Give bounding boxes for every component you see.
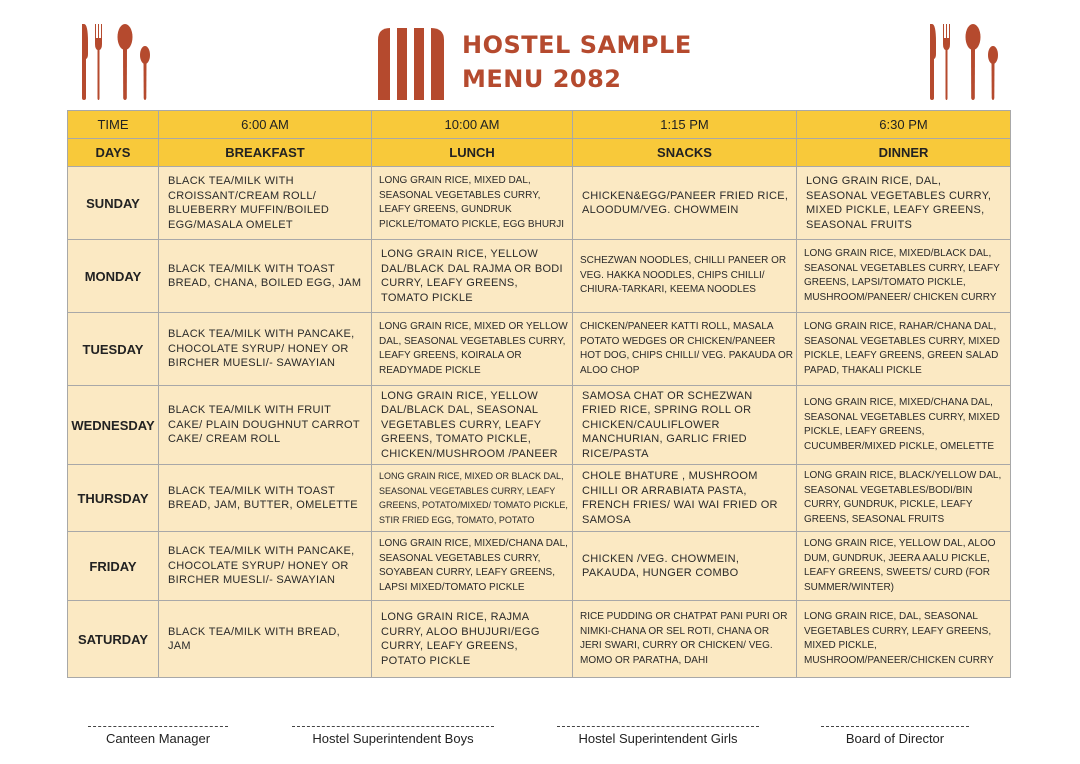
breakfast-cell: BLACK TEA/MILK WITH BREAD, JAM — [159, 601, 372, 678]
dinner-cell: LONG GRAIN RICE, DAL, SEASONAL VEGETABLES CURRY, MIXED PICKLE, LEAFY GREENS, SEASONAL FRUITS — [797, 167, 1011, 240]
signature-superintendent-girls — [548, 718, 768, 746]
snacks-cell: CHOLE BHATURE , MUSHROOM CHILLI OR ARRABIATA PASTA, FRENCH FRIES/ WAI WAI FRIED OR SAMOSA — [573, 465, 797, 532]
lunch-cell: LONG GRAIN RICE, YELLOW DAL/BLACK DAL, SEASONAL VEGETABLES CURRY, LEAFY GREENS, TOMATO PICKLE, CHICKEN/MUSHROOM /PANEER — [372, 386, 573, 465]
signature-line — [88, 718, 228, 727]
table-row — [68, 601, 1011, 678]
day-cell: TUESDAY — [68, 313, 159, 386]
signature-label: Hostel Superintendent Boys — [312, 731, 474, 746]
breakfast-cell: BLACK TEA/MILK WITH PANCAKE, CHOCOLATE SYRUP/ HONEY OR BIRCHER MUESLI/- SAWAYIAN — [159, 313, 372, 386]
dinner-cell: LONG GRAIN RICE, MIXED/BLACK DAL, SEASONAL VEGETABLES CURRY, LEAFY GREENS, LAPSI/TOMATO PICKLE, MUSHROOM/PANEER/ CHICKEN CURRY — [797, 240, 1011, 313]
snacks-header: SNACKS — [573, 139, 797, 167]
snacks-cell: CHICKEN/PANEER KATTI ROLL, MASALA POTATO WEDGES OR CHICKEN/PANEER HOT DOG, CHIPS CHILLI/ VEG. PAKAUDA OR ALOO CHOP — [573, 313, 797, 386]
lunch-header: LUNCH — [372, 139, 573, 167]
signature-label: Canteen Manager — [105, 731, 211, 746]
signature-line — [821, 718, 969, 727]
time-breakfast: 6:00 AM — [159, 111, 372, 139]
header-row — [68, 139, 1011, 167]
dinner-cell: LONG GRAIN RICE, RAHAR/CHANA DAL, SEASONAL VEGETABLES CURRY, MIXED PICKLE, LEAFY GREENS, GREEN SALAD PAPAD, THAKALI PICKLE — [797, 313, 1011, 386]
signature-label: Board of Director — [845, 731, 945, 746]
title-line-1: HOSTEL SAMPLE — [462, 31, 692, 59]
signature-line — [292, 718, 494, 727]
snacks-cell: CHICKEN&EGG/PANEER FRIED RICE, ALOODUM/VEG. CHOWMEIN — [573, 167, 797, 240]
dinner-cell: LONG GRAIN RICE, DAL, SEASONAL VEGETABLES CURRY, LEAFY GREENS, MIXED PICKLE, MUSHROOM/PANEER/CHICKEN CURRY — [797, 601, 1011, 678]
dinner-header: DINNER — [797, 139, 1011, 167]
menu-title — [462, 28, 692, 96]
lunch-cell: LONG GRAIN RICE, MIXED OR YELLOW DAL, SEASONAL VEGETABLES CURRY, LEAFY GREENS, KOIRALA OR READYMADE PICKLE — [372, 313, 573, 386]
snacks-cell: RICE PUDDING OR CHATPAT PANI PURI OR NIMKI-CHANA OR SEL ROTI, CHANA OR JERI SWARI, CURRY OR CHICKEN/ VEG. MOMO OR PARATHA, DAHI — [573, 601, 797, 678]
logo-icon — [378, 28, 444, 100]
signature-board-of-director — [815, 718, 975, 746]
lunch-cell: LONG GRAIN RICE, MIXED DAL, SEASONAL VEGETABLES CURRY, LEAFY GREENS, GUNDRUK PICKLE/TOMATO PICKLE, EGG BHURJI — [372, 167, 573, 240]
lunch-cell: LONG GRAIN RICE, MIXED OR BLACK DAL, SEASONAL VEGETABLES CURRY, LEAFY GREENS, POTATO/MIXED/ TOMATO PICKLE, STIR FRIED EGG, TOMATO, POTATO — [372, 465, 573, 532]
table-row — [68, 386, 1011, 465]
signature-line — [557, 718, 759, 727]
day-cell: WEDNESDAY — [68, 386, 159, 465]
table-row — [68, 240, 1011, 313]
time-snacks: 1:15 PM — [573, 111, 797, 139]
breakfast-cell: BLACK TEA/MILK WITH TOAST BREAD, CHANA, BOILED EGG, JAM — [159, 240, 372, 313]
breakfast-cell: BLACK TEA/MILK WITH FRUIT CAKE/ PLAIN DOUGHNUT CARROT CAKE/ CREAM ROLL — [159, 386, 372, 465]
day-cell: FRIDAY — [68, 532, 159, 601]
day-cell: SUNDAY — [68, 167, 159, 240]
day-cell: MONDAY — [68, 240, 159, 313]
breakfast-cell: BLACK TEA/MILK WITH TOAST BREAD, JAM, BUTTER, OMELETTE — [159, 465, 372, 532]
lunch-cell: LONG GRAIN RICE, MIXED/CHANA DAL, SEASONAL VEGETABLES CURRY, SOYABEAN CURRY, LEAFY GREENS, LAPSI MIXED/TOMATO PICKLE — [372, 532, 573, 601]
days-header: DAYS — [68, 139, 159, 167]
lunch-cell: LONG GRAIN RICE, RAJMA CURRY, ALOO BHUJURI/EGG CURRY, LEAFY GREENS, POTATO PICKLE — [372, 601, 573, 678]
dinner-cell: LONG GRAIN RICE, MIXED/CHANA DAL, SEASONAL VEGETABLES CURRY, MIXED PICKLE, LEAFY GREENS, CUCUMBER/MIXED PICKLE, OMELETTE — [797, 386, 1011, 465]
day-cell: THURSDAY — [68, 465, 159, 532]
snacks-cell: SAMOSA CHAT OR SCHEZWAN FRIED RICE, SPRING ROLL OR CHICKEN/CAULIFLOWER MANCHURIAN, GARLIC FRIED RICE/PASTA — [573, 386, 797, 465]
table-row — [68, 313, 1011, 386]
day-cell: SATURDAY — [68, 601, 159, 678]
table-row — [68, 465, 1011, 532]
menu-table — [67, 110, 1011, 678]
title-line-2: MENU 2082 — [462, 65, 622, 93]
breakfast-header: BREAKFAST — [159, 139, 372, 167]
table-row — [68, 167, 1011, 240]
time-lunch: 10:00 AM — [372, 111, 573, 139]
snacks-cell: CHICKEN /VEG. CHOWMEIN, PAKAUDA, HUNGER COMBO — [573, 532, 797, 601]
time-row — [68, 111, 1011, 139]
dinner-cell: LONG GRAIN RICE, BLACK/YELLOW DAL, SEASONAL VEGETABLES/BODI/BIN CURRY, GUNDRUK, PICKLE, LEAFY GREENS, SEASONAL FRUITS — [797, 465, 1011, 532]
signature-label: Hostel Superintendent Girls — [578, 731, 738, 746]
table-row — [68, 532, 1011, 601]
snacks-cell: SCHEZWAN NOODLES, CHILLI PANEER OR VEG. HAKKA NOODLES, CHIPS CHILLI/ CHIURA-TARKARI, KEEMA NOODLES — [573, 240, 797, 313]
signature-canteen-manager — [83, 718, 233, 746]
breakfast-cell: BLACK TEA/MILK WITH CROISSANT/CREAM ROLL/ BLUEBERRY MUFFIN/BOILED EGG/MASALA OMELET — [159, 167, 372, 240]
cutlery-icon — [926, 22, 1006, 102]
lunch-cell: LONG GRAIN RICE, YELLOW DAL/BLACK DAL RAJMA OR BODI CURRY, LEAFY GREENS, TOMATO PICKLE — [372, 240, 573, 313]
cutlery-icon — [78, 22, 158, 102]
breakfast-cell: BLACK TEA/MILK WITH PANCAKE, CHOCOLATE SYRUP/ HONEY OR BIRCHER MUESLI/- SAWAYIAN — [159, 532, 372, 601]
time-dinner: 6:30 PM — [797, 111, 1011, 139]
time-label: TIME — [68, 111, 159, 139]
dinner-cell: LONG GRAIN RICE, YELLOW DAL, ALOO DUM, GUNDRUK, JEERA AALU PICKLE, LEAFY GREENS, SWEETS/ CURD (FOR SUMMER/WINTER) — [797, 532, 1011, 601]
signature-superintendent-boys — [283, 718, 503, 746]
